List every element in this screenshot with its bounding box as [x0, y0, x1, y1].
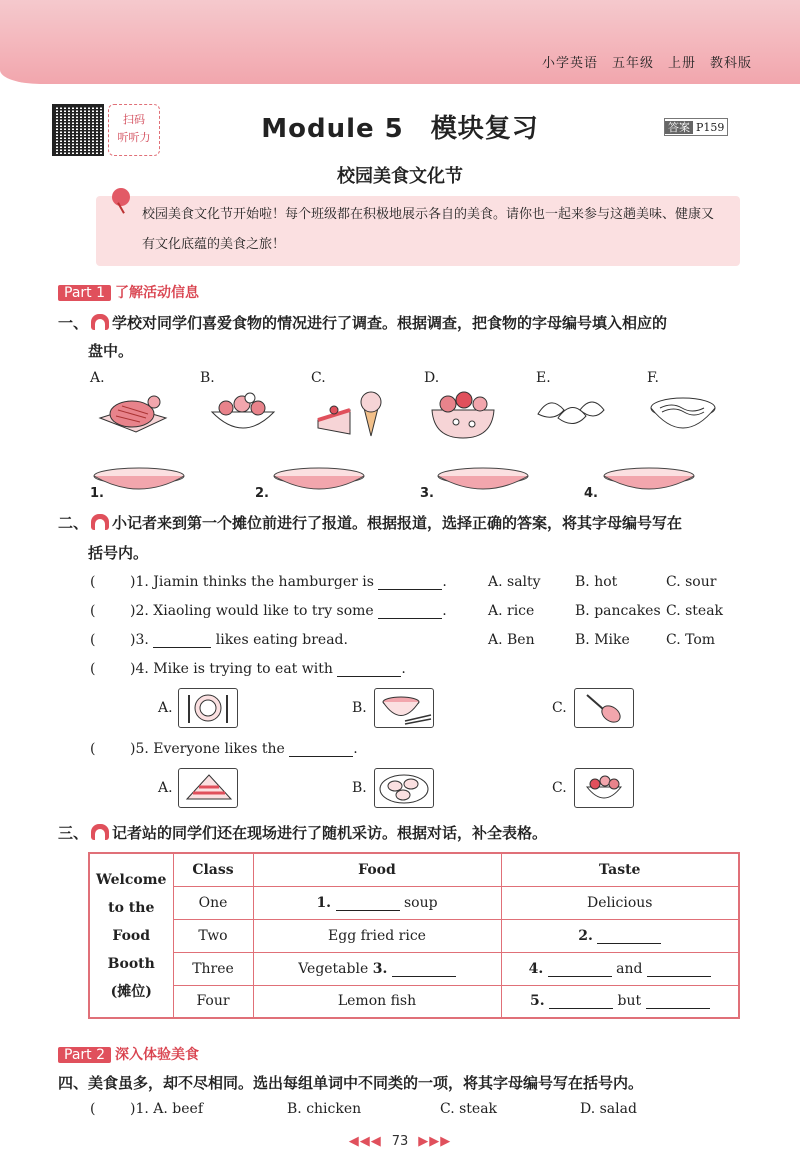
header-class: Class: [173, 853, 253, 886]
q2-item3-opt-c[interactable]: C. Tom: [666, 632, 716, 648]
q2-item4-opt-a[interactable]: A.: [158, 700, 173, 716]
class-cell: One: [173, 886, 253, 919]
q2-item5-opt-b[interactable]: B.: [352, 780, 367, 796]
q1-number: 一、: [58, 314, 89, 332]
answer-blank[interactable]: [647, 976, 711, 977]
empty-plate-4[interactable]: [602, 466, 696, 494]
q2-item5-img-b[interactable]: [374, 768, 434, 808]
q2-item4-img-b[interactable]: [374, 688, 434, 728]
next-arrows-icon: ▶▶▶: [418, 1134, 452, 1149]
prev-arrows-icon: ◀◀◀: [348, 1134, 382, 1149]
booth-side-label: [89, 853, 173, 1018]
blank-number: 4.: [528, 960, 544, 977]
part1-heading: [58, 282, 199, 302]
q2-item1-opt-a[interactable]: A. salty: [488, 574, 541, 590]
side-line: Welcome: [96, 871, 167, 888]
q2-item2-opt-b[interactable]: B. pancakes: [575, 603, 661, 619]
food-label-a: A.: [90, 370, 105, 386]
conjunction: and: [616, 960, 643, 977]
q1-instruction: [58, 312, 667, 333]
empty-plate-3[interactable]: [436, 466, 530, 494]
class-cell: Two: [173, 919, 253, 952]
plate-number-3: 3.: [420, 486, 434, 501]
q2-text-a: 小记者来到第一个摊位前进行了报道。根据报道，选择正确的答案，将其字母编号写在: [112, 514, 683, 532]
dumplings-icon: [534, 388, 608, 440]
table-header-row: [89, 853, 739, 886]
page-number: 73: [391, 1134, 409, 1149]
noodles-icon: [646, 388, 720, 440]
q2-item3-stem: [130, 632, 348, 648]
q1-text-a: 学校对同学们喜爱食物的情况进行了调查。根据调查，把食物的字母编号填入相应的: [112, 314, 668, 332]
header-food: Food: [253, 853, 501, 886]
q2-item2-opt-a[interactable]: A. rice: [488, 603, 535, 619]
q2-item5-opt-a[interactable]: A.: [158, 780, 173, 796]
q2-item3-pre: )3.: [130, 632, 149, 648]
answer-page: P159: [696, 121, 725, 134]
part2-badge: Part 2: [58, 1047, 111, 1063]
qr-tag-line1: 扫码: [123, 113, 145, 126]
class-cell: Three: [173, 952, 253, 985]
q2-number: 二、: [58, 514, 89, 532]
taste-cell: [501, 985, 739, 1018]
q2-item1-opt-b[interactable]: B. hot: [575, 574, 618, 590]
plate-number-2: 2.: [255, 486, 269, 501]
page-title: Module 5 模块复习: [261, 114, 539, 144]
salad-bowl-icon: [206, 388, 280, 440]
q4-item1-opt-c[interactable]: C. steak: [440, 1101, 498, 1117]
q2-instruction: [58, 512, 682, 533]
q2-item1-paren[interactable]: (: [90, 574, 96, 590]
food-cell: Egg fried rice: [253, 919, 501, 952]
bowl-chopsticks-icon: [375, 689, 433, 727]
food-text: Vegetable: [298, 960, 369, 977]
part1-badge: Part 1: [58, 285, 111, 301]
part2-label: 深入体验美食: [115, 1047, 199, 1063]
answer-blank[interactable]: [549, 1008, 613, 1009]
q4-instruction: 四、美食虽多，却不尽相同。选出每组单词中不同类的一项，将其字母编号写在括号内。: [58, 1074, 644, 1092]
q2-item2-paren[interactable]: (: [90, 603, 96, 619]
q2-item4-opt-b[interactable]: B.: [352, 700, 367, 716]
q2-item3-opt-b[interactable]: B. Mike: [575, 632, 630, 648]
book-series: 小学英语 五年级 上册 教科版: [541, 56, 752, 71]
q3-text: 记者站的同学们还在现场进行了随机采访。根据对话，补全表格。: [112, 824, 548, 842]
taste-cell: Delicious: [501, 886, 739, 919]
fruit-bowl-icon: [426, 388, 500, 440]
q2-item2-stem: [130, 603, 447, 619]
q2-item5-stem: [130, 741, 358, 757]
part2-heading: [58, 1044, 199, 1064]
food-label-b: B.: [200, 370, 215, 386]
table-row: [89, 919, 739, 952]
headphone-icon[interactable]: [91, 824, 109, 840]
answer-blank[interactable]: [597, 943, 661, 944]
q4-item1-opt-b[interactable]: B. chicken: [287, 1101, 362, 1117]
q2-item5-paren[interactable]: (: [90, 741, 96, 757]
qr-tag-line2: 听听力: [117, 131, 151, 144]
empty-plate-1[interactable]: [92, 466, 186, 494]
answer-reference: [664, 118, 728, 136]
table-row: [89, 952, 739, 985]
food-cell: [253, 952, 501, 985]
answer-blank[interactable]: [336, 910, 400, 911]
food-cell: [253, 886, 501, 919]
sandwich-icon: [179, 769, 237, 807]
answer-blank[interactable]: [153, 647, 211, 648]
empty-plate-2[interactable]: [272, 466, 366, 494]
food-label-e: E.: [536, 370, 551, 386]
class-cell: Four: [173, 985, 253, 1018]
q2-item3-paren[interactable]: (: [90, 632, 96, 648]
side-line: Food: [112, 927, 151, 944]
steak-icon: [96, 388, 170, 440]
q2-item4-img-c[interactable]: [574, 688, 634, 728]
q3-number: 三、: [58, 824, 89, 842]
q2-item2-opt-c[interactable]: C. steak: [666, 603, 724, 619]
page-footer: [0, 1134, 800, 1149]
q2-item3-opt-a[interactable]: A. Ben: [488, 632, 535, 648]
page-subtitle: 校园美食文化节: [337, 166, 463, 187]
food-label-f: F.: [647, 370, 659, 386]
q2-item4-paren[interactable]: (: [90, 661, 96, 677]
food-cell: Lemon fish: [253, 985, 501, 1018]
taste-cell: [501, 919, 739, 952]
q2-item5-pre: )5. Everyone likes the: [130, 741, 285, 757]
q2-item4-opt-c[interactable]: C.: [552, 700, 567, 716]
q2-item5-opt-c[interactable]: C.: [552, 780, 567, 796]
cake-icecream-icon: [314, 388, 388, 440]
answer-blank[interactable]: [392, 976, 456, 977]
q2-item5-post: .: [353, 741, 358, 757]
q2-item4-stem: [130, 661, 406, 677]
headphone-icon[interactable]: [91, 314, 109, 330]
q4-item1-paren[interactable]: (: [90, 1101, 96, 1117]
q2-item4-post: .: [401, 661, 406, 677]
food-text: soup: [403, 894, 438, 911]
side-line: Booth: [107, 955, 155, 972]
table-row: [89, 985, 739, 1018]
blank-number: 3.: [372, 960, 388, 977]
food-label-d: D.: [424, 370, 440, 386]
answer-blank[interactable]: [378, 618, 442, 619]
header-band: [0, 0, 800, 84]
header-taste: Taste: [501, 853, 739, 886]
answer-blank[interactable]: [337, 676, 401, 677]
salad-icon: [575, 769, 633, 807]
q2-item1-stem: [130, 574, 447, 590]
answer-blank[interactable]: [646, 1008, 710, 1009]
plate-number-1: 1.: [90, 486, 104, 501]
q2-item4-pre: )4. Mike is trying to eat with: [130, 661, 333, 677]
q2-item5-img-c[interactable]: [574, 768, 634, 808]
plate-number-4: 4.: [584, 486, 598, 501]
blank-number: 5.: [529, 993, 545, 1010]
answer-blank[interactable]: [548, 976, 612, 977]
blank-number: 2.: [578, 927, 593, 944]
answer-blank[interactable]: [289, 756, 353, 757]
answer-blank[interactable]: [378, 589, 442, 590]
headphone-icon[interactable]: [91, 514, 109, 530]
q4-item1-opt-d[interactable]: D. salad: [580, 1101, 637, 1117]
taste-cell: [501, 952, 739, 985]
q2-item1-post: .: [442, 574, 447, 590]
answer-label: 答案: [665, 121, 693, 134]
conjunction: but: [617, 993, 642, 1010]
knife-fork-icon: [179, 689, 237, 727]
part1-label: 了解活动信息: [115, 285, 199, 301]
food-label-c: C.: [311, 370, 326, 386]
q3-instruction: [58, 822, 547, 843]
q2-text-b: 括号内。: [88, 544, 149, 562]
q2-item1-opt-c[interactable]: C. sour: [666, 574, 717, 590]
blank-number: 1.: [316, 894, 332, 911]
q2-item2-post: .: [442, 603, 447, 619]
dumplings-plate-icon: [375, 769, 433, 807]
pushpin-icon: [112, 188, 130, 206]
q2-item5-img-a[interactable]: [178, 768, 238, 808]
intro-box: 校园美食文化节开始啦！每个班级都在积极地展示各自的美食。请你也一起来参与这趟美味、健康又有文化底蕴的美食之旅！: [96, 196, 740, 266]
q2-item1-pre: )1. Jiamin thinks the hamburger is: [130, 574, 374, 590]
q2-item2-pre: )2. Xiaoling would like to try some: [130, 603, 374, 619]
q4-item1-opt-a[interactable]: )1. A. beef: [130, 1101, 203, 1117]
table-row: [89, 886, 739, 919]
spoon-icon: [575, 689, 633, 727]
side-line: to the: [108, 899, 155, 916]
booth-table: [88, 852, 740, 1019]
side-line: (摊位): [110, 983, 152, 1000]
q2-item3-post: likes eating bread.: [215, 632, 348, 648]
q2-item4-img-a[interactable]: [178, 688, 238, 728]
q1-text-b: 盘中。: [88, 342, 134, 360]
